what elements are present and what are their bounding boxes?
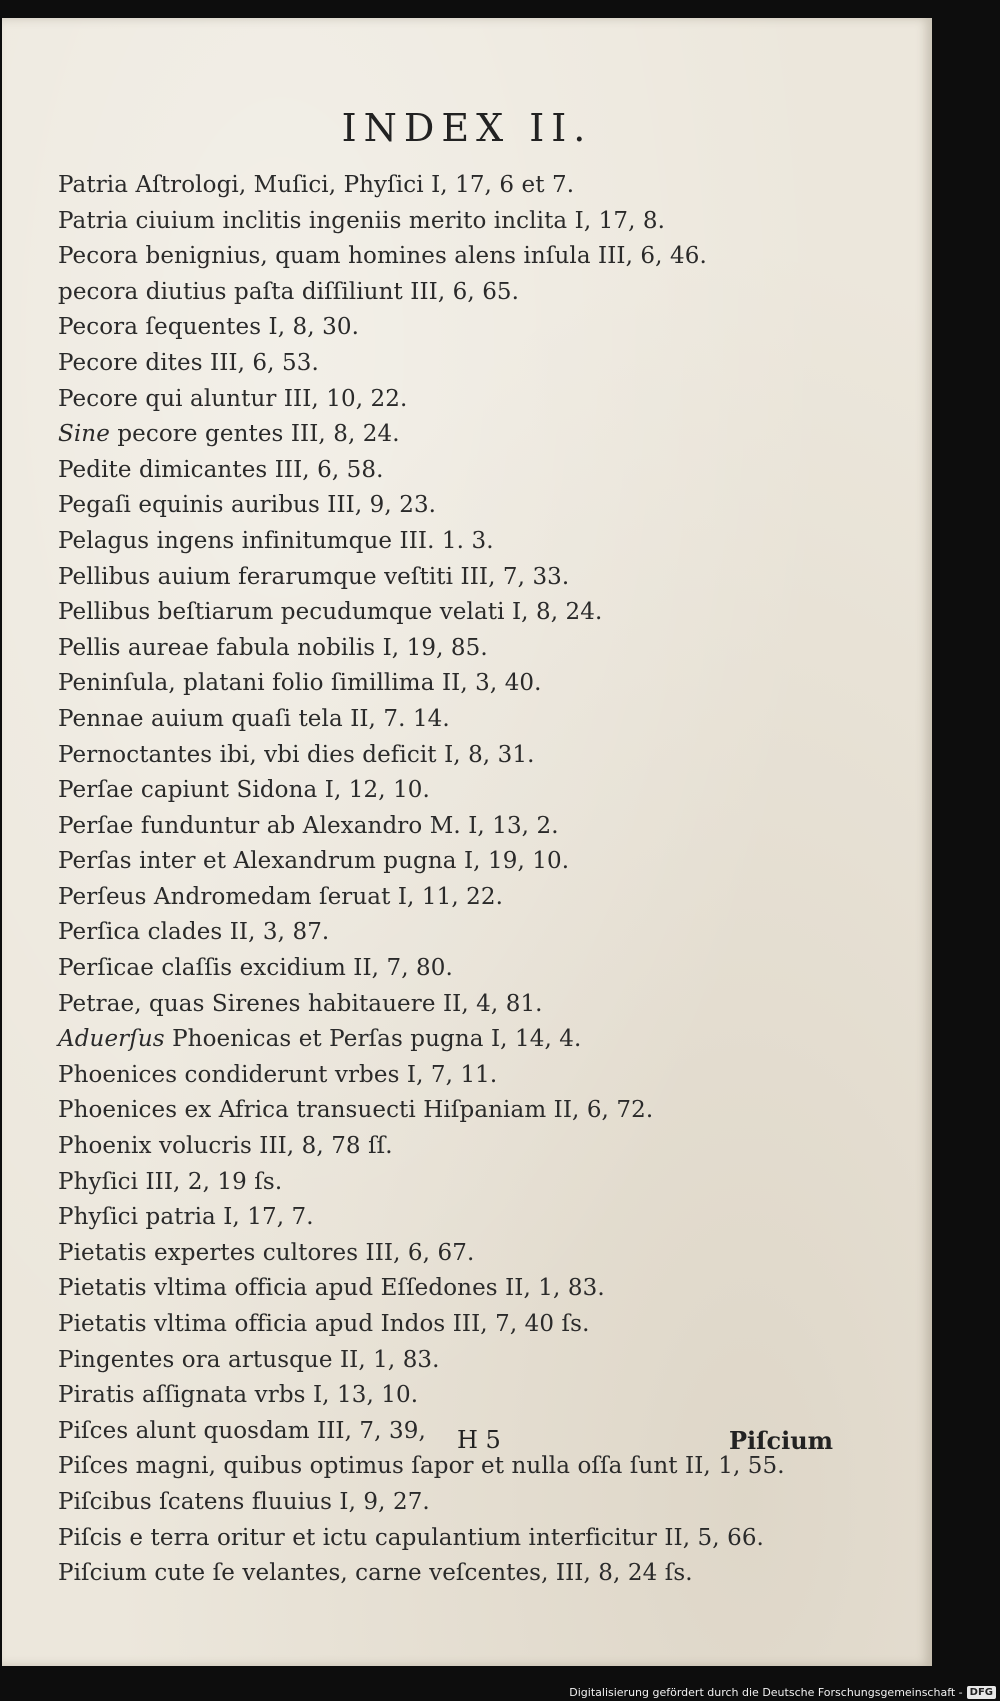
index-entry	[58, 560, 918, 596]
index-entry	[58, 631, 918, 667]
index-entry	[58, 453, 918, 489]
index-entry-text: Pietatis vltima officia apud Indos III, 7, 40 ſs.	[58, 1311, 590, 1337]
index-entry-text: Piſces magni, quibus optimus ſapor et nulla oſſa ſunt II, 1, 55.	[58, 1453, 785, 1480]
index-entry	[58, 524, 918, 560]
index-entry	[58, 595, 918, 631]
digitization-credit	[569, 1686, 996, 1699]
index-entry	[58, 168, 918, 204]
index-entry-text: Piſcibus ſcatens fluuius I, 9, 27.	[58, 1488, 430, 1515]
index-entry	[58, 880, 918, 916]
book-page	[2, 18, 932, 1666]
credit-text: Digitalisierung gefördert durch die Deutsche Forschungsgemeinschaft -	[569, 1686, 963, 1699]
index-entry-text: pecora diutius paſta diſſiliunt III, 6, 65.	[58, 278, 520, 305]
index-entry	[58, 382, 918, 418]
index-entry-text: Pecore qui aluntur III, 10, 22.	[58, 385, 408, 412]
index-entry	[58, 666, 918, 702]
index-entry-text: Pennae auium quaſi tela II, 7. 14.	[58, 705, 450, 732]
index-entry	[58, 1378, 918, 1414]
index-entry	[58, 310, 918, 346]
index-entry	[58, 987, 918, 1023]
index-entry-text: Perſeus Andromedam ſeruat I, 11, 22.	[58, 883, 504, 910]
index-entry-text: Pecore dites III, 6, 53.	[58, 349, 319, 376]
index-entry-text: Perſicae claſſis excidium II, 7, 80.	[58, 955, 453, 982]
index-entry-italic-lead: Aduerſus	[58, 1026, 165, 1053]
index-entry-text: Pecora ſequentes I, 8, 30.	[58, 314, 359, 341]
index-entry	[58, 1521, 918, 1557]
index-entry-text: Phyſici III, 2, 19 ſs.	[58, 1168, 283, 1195]
index-entry-text: Perſica clades II, 3, 87.	[58, 919, 330, 946]
index-entry-text: Piratis aſſignata vrbs I, 13, 10.	[58, 1382, 419, 1409]
index-entry	[58, 1485, 918, 1521]
index-entry-text: Phoenices ex Africa transuecti Hiſpaniam II, 6, 72.	[58, 1097, 654, 1124]
index-entry-text: Pelagus ingens infinitumque III. 1. 3.	[58, 527, 494, 554]
index-entry	[58, 346, 918, 382]
index-entry-text: Pietatis vltima officia apud Eſſedones II, 1, 83.	[58, 1275, 605, 1302]
index-entry	[58, 738, 918, 774]
index-entry	[58, 1200, 918, 1236]
index-entry-text: Pegaſi equinis auribus III, 9, 23.	[58, 492, 437, 519]
dfg-logo-icon: DFG	[967, 1686, 996, 1699]
index-entry-text: Phoenices condiderunt vrbes I, 7, 11.	[58, 1061, 498, 1088]
index-entry	[58, 809, 918, 845]
index-entry-text: Patria Aſtrologi, Muſici, Phyſici I, 17, 6 et 7.	[58, 172, 575, 198]
catchword: Piſcium	[729, 1426, 834, 1455]
index-entry-text: Pernoctantes ibi, vbi dies deficit I, 8, 31.	[58, 741, 535, 768]
signature-mark: H 5	[457, 1426, 501, 1454]
index-entry-text: pecore gentes III, 8, 24.	[109, 421, 400, 448]
index-entry-text: Petrae, quas Sirenes habitauere II, 4, 81.	[58, 990, 543, 1017]
index-entry-text: Pellibus auium ferarumque veſtiti III, 7, 33.	[58, 563, 570, 590]
page-title: INDEX II.	[341, 106, 593, 150]
index-entry	[58, 1129, 918, 1165]
index-entry	[58, 488, 918, 524]
index-entry	[58, 1236, 918, 1272]
page-footer	[2, 1426, 932, 1466]
index-entry	[58, 915, 918, 951]
index-entry	[58, 1556, 918, 1592]
index-entry	[58, 1165, 918, 1201]
index-entry	[58, 239, 918, 275]
index-entry-italic-lead: Sine	[58, 421, 110, 448]
index-entry	[58, 275, 918, 311]
index-entry-text: Pellis aureae fabula nobilis I, 19, 85.	[58, 634, 488, 661]
index-entry	[58, 1271, 918, 1307]
index-entry-list	[58, 168, 918, 1592]
index-entry-text: Perſas inter et Alexandrum pugna I, 19, 10.	[58, 848, 570, 875]
index-entry-text: Phoenix volucris III, 8, 78 ſſ.	[58, 1133, 393, 1160]
index-entry	[58, 1022, 918, 1058]
index-entry-text: Perſae capiunt Sidona I, 12, 10.	[58, 777, 430, 804]
index-entry-text: Peninſula, platani folio ſimillima II, 3, 40.	[58, 670, 542, 697]
index-entry-text: Pedite dimicantes III, 6, 58.	[58, 456, 384, 483]
index-entry-text: Pingentes ora artusque II, 1, 83.	[58, 1346, 440, 1373]
index-entry-text: Piſces alunt quosdam III, 7, 39,	[58, 1417, 426, 1444]
index-entry	[58, 1307, 918, 1343]
index-entry	[58, 1058, 918, 1094]
index-entry	[58, 951, 918, 987]
index-entry-text: Phyſici patria I, 17, 7.	[58, 1204, 314, 1231]
index-entry	[58, 702, 918, 738]
index-entry	[58, 773, 918, 809]
index-entry-text: Pellibus beſtiarum pecudumque velati I, 8, 24.	[58, 599, 603, 626]
index-entry-text: Pecora benignius, quam homines alens inſula III, 6, 46.	[58, 243, 707, 270]
index-entry	[58, 1343, 918, 1379]
index-entry-text: Patria ciuium inclitis ingeniis merito inclita I, 17, 8.	[58, 207, 666, 234]
index-entry-text: Piſcium cute ſe velantes, carne veſcentes, III, 8, 24 ſs.	[58, 1560, 693, 1587]
index-entry	[58, 1093, 918, 1129]
index-entry	[58, 204, 918, 240]
index-entry-text: Perſae funduntur ab Alexandro M. I, 13, 2.	[58, 812, 559, 839]
index-entry	[58, 417, 918, 453]
index-entry-text: Piſcis e terra oritur et ictu capulantium interficitur II, 5, 66.	[58, 1524, 764, 1551]
index-entry	[58, 844, 918, 880]
index-entry-text: Pietatis expertes cultores III, 6, 67.	[58, 1239, 475, 1266]
index-entry-text: Phoenicas et Perſas pugna I, 14, 4.	[164, 1026, 582, 1053]
